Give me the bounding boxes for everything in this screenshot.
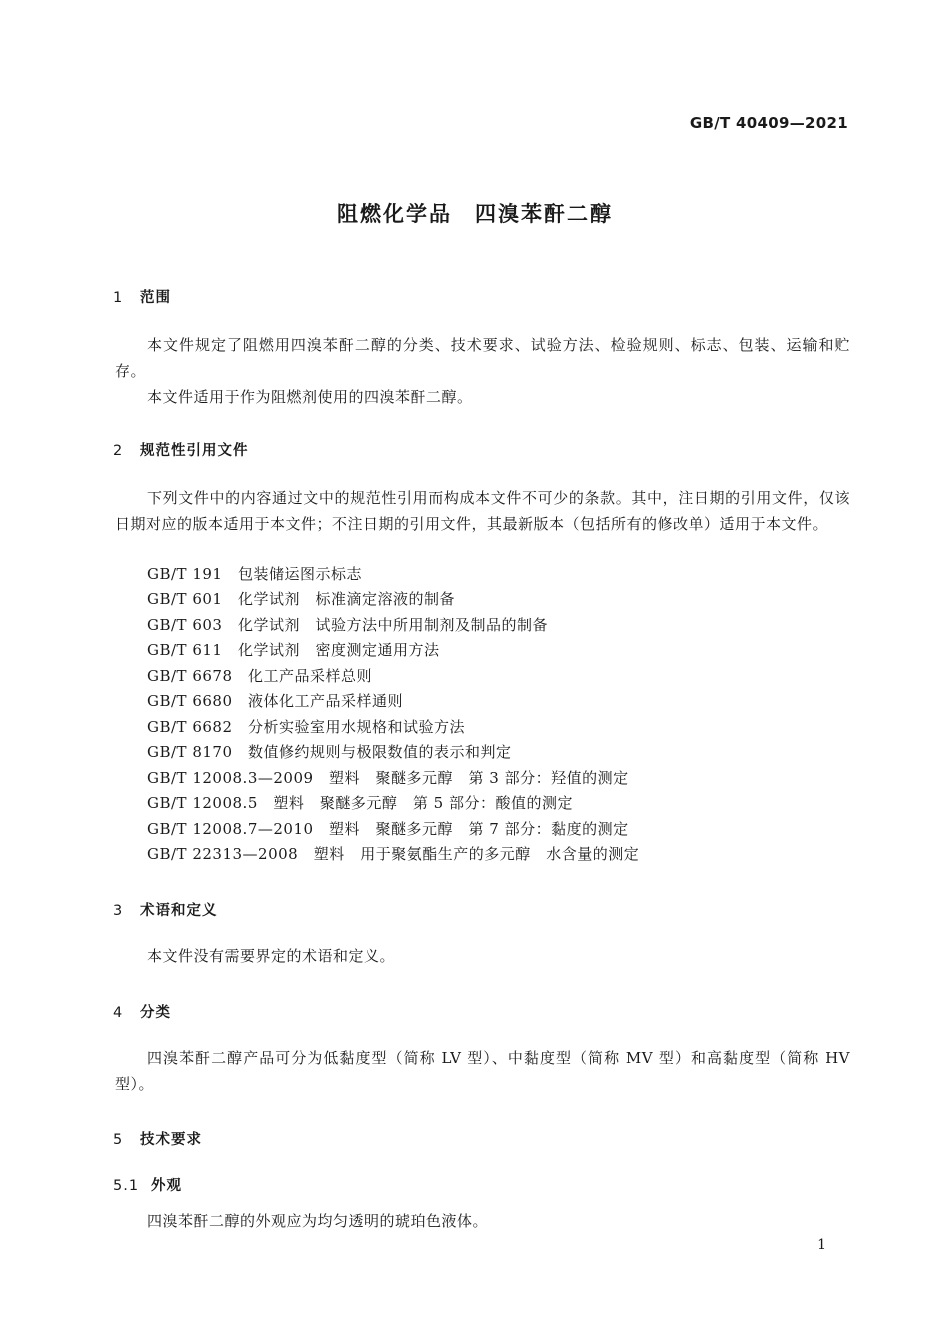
section-number: 5.1 [113, 1178, 140, 1194]
reference-item: GB/T 12008.7—2010 塑料 聚醚多元醇 第 7 部分：黏度的测定 [147, 820, 629, 838]
reference-item: GB/T 12008.3—2009 塑料 聚醚多元醇 第 3 部分：羟值的测定 [147, 769, 629, 787]
section-2-intro: 下列文件中的内容通过文中的规范性引用而构成本文件不可少的条款。其中，注日期的引用文件，仅该日期对应的版本适用于本文件；不注日期的引用文件，其最新版本（包括所有的修改单）适用于本文件。 [115, 489, 850, 533]
reference-item: GB/T 611 化学试剂 密度测定通用方法 [147, 641, 440, 659]
reference-item: GB/T 6678 化工产品采样总则 [147, 667, 373, 685]
document-title: 阻燃化学品 四溴苯酐二醇 [337, 202, 613, 226]
reference-item: GB/T 12008.5 塑料 聚醚多元醇 第 5 部分：酸值的测定 [147, 794, 573, 812]
standard-code: GB/T 40409—2021 [689, 114, 848, 132]
section-4-heading [113, 1001, 171, 1022]
section-title: 范围 [140, 290, 171, 306]
page-number: 1 [817, 1237, 826, 1253]
section-5-1-heading [113, 1174, 182, 1195]
section-3-text: 本文件没有需要界定的术语和定义。 [147, 947, 396, 965]
reference-item: GB/T 22313—2008 塑料 用于聚氨酯生产的多元醇 水含量的测定 [147, 845, 640, 863]
reference-item: GB/T 191 包装储运图示标志 [147, 565, 362, 583]
reference-item: GB/T 603 化学试剂 试验方法中所用制剂及制品的制备 [147, 616, 548, 634]
section-number: 2 [113, 443, 124, 459]
section-number: 4 [113, 1005, 124, 1021]
section-1-paragraph-1: 本文件规定了阻燃用四溴苯酐二醇的分类、技术要求、试验方法、检验规则、标志、包装、运输和贮存。 [115, 336, 850, 380]
section-title: 规范性引用文件 [140, 443, 249, 459]
section-number: 5 [113, 1132, 124, 1148]
section-5-heading [113, 1128, 202, 1149]
section-title: 技术要求 [140, 1132, 202, 1148]
section-2-heading [113, 439, 249, 460]
reference-item: GB/T 601 化学试剂 标准滴定溶液的制备 [147, 590, 455, 608]
section-3-heading [113, 899, 218, 920]
section-number: 3 [113, 903, 124, 919]
reference-item: GB/T 8170 数值修约规则与极限数值的表示和判定 [147, 743, 512, 761]
section-4-text: 四溴苯酐二醇产品可分为低黏度型（简称 LV 型）、中黏度型（简称 MV 型）和高黏度型（简称 HV 型）。 [115, 1049, 850, 1093]
section-title: 术语和定义 [140, 903, 218, 919]
reference-item: GB/T 6680 液体化工产品采样通则 [147, 692, 404, 710]
reference-item: GB/T 6682 分析实验室用水规格和试验方法 [147, 718, 466, 736]
section-title: 外观 [151, 1178, 182, 1194]
section-number: 1 [113, 290, 124, 306]
section-1-heading [113, 286, 171, 307]
section-1-paragraph-2: 本文件适用于作为阻燃剂使用的四溴苯酐二醇。 [147, 388, 473, 406]
section-title: 分类 [140, 1005, 171, 1021]
section-5-1-text: 四溴苯酐二醇的外观应为均匀透明的琥珀色液体。 [147, 1212, 489, 1230]
